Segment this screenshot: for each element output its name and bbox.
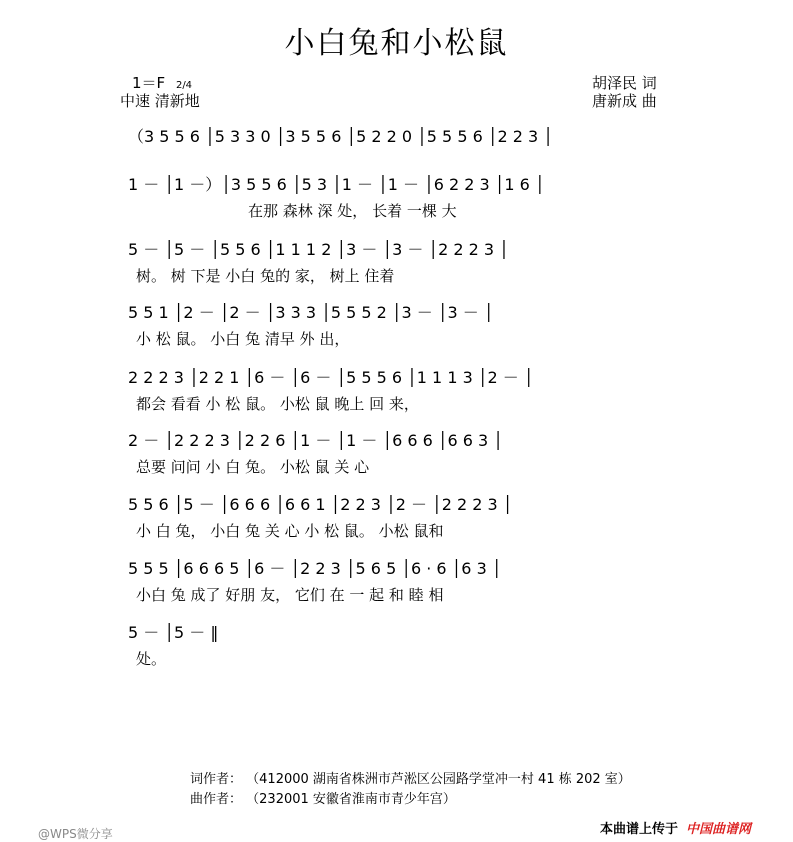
site-logo: 中国曲谱网 — [686, 822, 752, 837]
notation-row-7: 5 5 6 │5 － │6 6 6 │6 6 1 │2 2 3 │2 － │2 2 2 3 │ — [128, 495, 513, 514]
notation-row-5: 2 2 2 3 │2 2 1 │6 － │6 － │5 5 5 6 │1 1 1 3 │2 － │ — [128, 368, 534, 387]
lyricist-address: （412000 湖南省株洲市芦淞区公园路学堂冲一村 41 栋 202 室） — [246, 772, 631, 787]
lyrics-row-2: 在那 森林 深 处， 长着 一棵 大 — [248, 202, 457, 220]
composer-address-line — [190, 788, 456, 807]
page-title: 小白兔和小松鼠 — [284, 26, 509, 61]
notation-row-4: 5 5 1 │2 － │2 － │3 3 3 │5 5 5 2 │3 － │3 － │ — [128, 303, 494, 322]
lyricist-credit: 胡泽民 词 — [592, 74, 657, 92]
composer-address-label: 曲作者： — [190, 792, 243, 807]
time-signature: 2/4 — [175, 80, 193, 91]
lyrics-row-6: 总要 问问 小 白 兔。 小松 鼠 关 心 — [136, 458, 370, 476]
tempo-marking: 中速 清新地 — [120, 92, 200, 110]
lyricist-address-label: 词作者： — [190, 772, 243, 787]
lyrics-row-4: 小 松 鼠。 小白 兔 清早 外 出， — [136, 330, 350, 348]
wps-watermark: @WPS微分享 — [38, 827, 113, 841]
lyrics-row-5: 都会 看看 小 松 鼠。 小松 鼠 晚上 回 来， — [136, 395, 419, 413]
upload-credit: 本曲谱上传于 — [600, 822, 679, 837]
notation-row-1: （3 5 5 6 │5 3 3 0 │3 5 5 6 │5 2 2 0 │5 5 5 6 │2 2 3 │ — [128, 127, 553, 146]
lyrics-row-7: 小 白 兔， 小白 兔 关 心 小 松 鼠。 小松 鼠和 — [136, 522, 444, 540]
composer-credit: 唐新成 曲 — [592, 92, 657, 110]
lyrics-row-3: 树。 树 下是 小白 兔的 家， 树上 住着 — [136, 267, 395, 285]
notation-row-6: 2 － │2 2 2 3 │2 2 6 │1 － │1 － │6 6 6 │6 6 3 │ — [128, 431, 503, 450]
key-label: 1＝F — [132, 74, 166, 92]
composer-address: （232001 安徽省淮南市青少年宫） — [246, 792, 456, 807]
lyricist-address-line — [190, 768, 631, 787]
notation-row-2: 1 － │1 －）│3 5 5 6 │5 3 │1 － │1 － │6 2 2 3 │1 6 │ — [128, 175, 545, 194]
notation-row-3: 5 － │5 － │5 5 6 │1 1 1 2 │3 － │3 － │2 2 2 3 │ — [128, 240, 509, 259]
lyrics-row-8: 小白 兔 成了 好朋 友， 它们 在 一 起 和 睦 相 — [136, 586, 444, 604]
notation-row-9: 5 － │5 － ‖ — [128, 623, 219, 642]
notation-row-8: 5 5 5 │6 6 6 5 │6 － │2 2 3 │5 6 5 │6 · 6 │6 3 │ — [128, 559, 502, 578]
lyrics-row-9: 处。 — [136, 650, 167, 668]
